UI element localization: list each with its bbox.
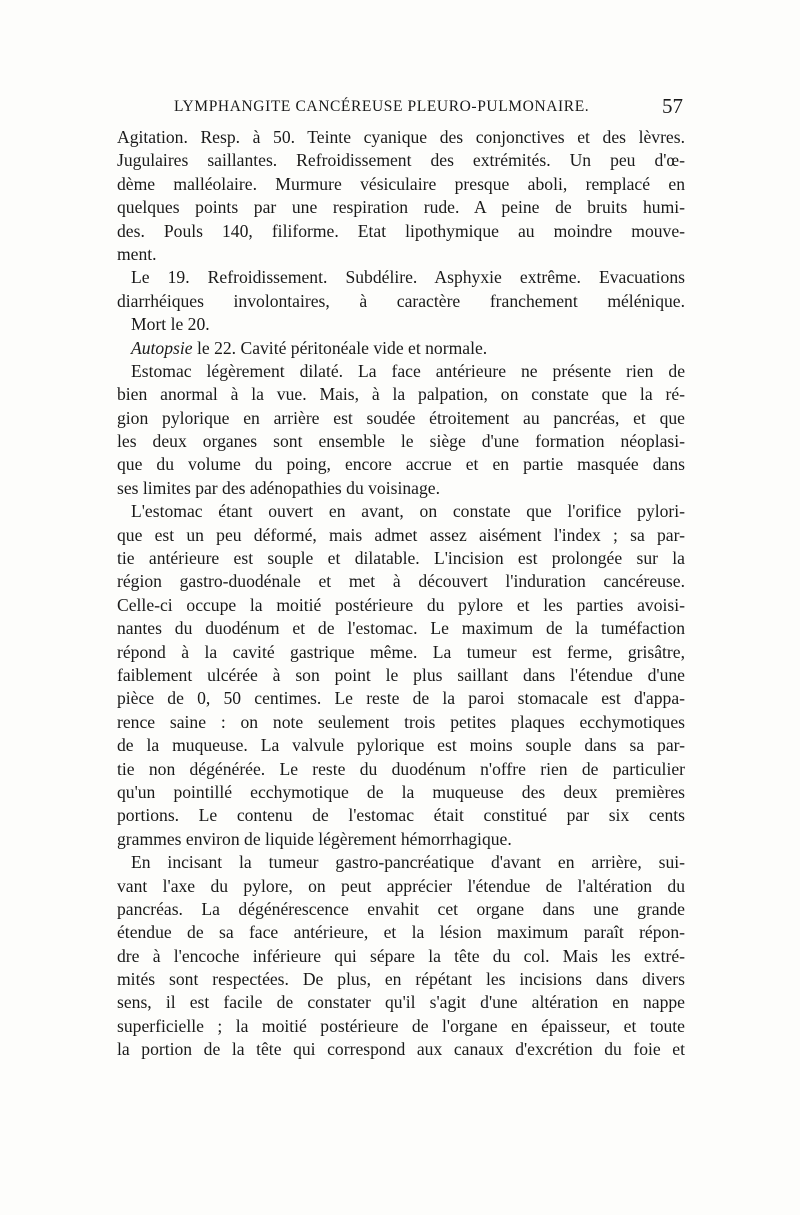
text-line: portions. Le contenu de l'estomac était constitué par six cents <box>117 805 685 826</box>
text-line: région gastro-duodénale et met à découvert l'induration cancéreuse. <box>117 571 685 592</box>
text-line: L'estomac étant ouvert en avant, on constate que l'orifice pylori- <box>131 501 685 522</box>
running-title: LYMPHANGITE CANCÉREUSE PLEURO-PULMONAIRE. <box>174 98 590 115</box>
text-line: Agitation. Resp. à 50. Teinte cyanique des conjonctives et des lèvres. <box>117 127 685 147</box>
text-line: faiblement ulcérée à son point le plus saillant dans l'étendue d'une <box>117 664 685 685</box>
text-line: les deux organes sont ensemble le siège d'une formation néoplasi- <box>117 431 685 452</box>
text-line: rence saine : on note seulement trois petites plaques ecchymotiques <box>117 711 685 732</box>
text-line: tie antérieure est souple et dilatable. L'incision est prolongée sur la <box>117 548 685 569</box>
text-line: nantes du duodénum et de l'estomac. Le maximum de la tuméfaction <box>117 618 685 639</box>
text-line: de la muqueuse. La valvule pylorique est moins souple dans sa par- <box>117 735 685 756</box>
text-line: Estomac légèrement dilaté. La face antérieure ne présente rien de <box>131 360 685 381</box>
text-line: bien anormal à la vue. Mais, à la palpation, on constate que la ré- <box>117 384 685 405</box>
book-page <box>117 96 685 1062</box>
text-line: vant l'axe du pylore, on peut apprécier l'étendue de l'altération du <box>117 875 685 896</box>
text-line: que du volume du poing, encore accrue et en partie masquée dans <box>117 454 685 475</box>
text-line: grammes environ de liquide légèrement hémorrhagique. <box>117 828 512 849</box>
text-line: Le 19. Refroidissement. Subdélire. Asphyxie extrême. Evacuations <box>131 267 685 288</box>
text-line-rest: le 22. Cavité péritonéale vide et normale. <box>192 337 488 358</box>
text-line: gion pylorique en arrière est soudée étroitement au pancréas, et que <box>117 407 685 428</box>
text-line: qu'un pointillé ecchymotique de la muqueuse des deux premières <box>117 781 685 802</box>
text-line: ment. <box>117 243 157 264</box>
text-line: dre à l'encoche inférieure qui sépare la tête du col. Mais les extré- <box>117 945 685 966</box>
body-text <box>117 126 685 1062</box>
text-line: que est un peu déformé, mais admet assez aisément l'index ; sa par- <box>117 524 685 545</box>
running-head <box>117 96 685 122</box>
text-line: quelques points par une respiration rude. A peine de bruits humi- <box>117 197 685 218</box>
text-line: pancréas. La dégénérescence envahit cet organe dans une grande <box>117 898 685 919</box>
text-line: Celle-ci occupe la moitié postérieure du pylore et les parties avoisi- <box>117 594 685 615</box>
text-line: étendue de sa face antérieure, et la lésion maximum paraît répon- <box>117 922 685 943</box>
text-line: mités sont respectées. De plus, en répétant les incisions dans divers <box>117 969 685 990</box>
text-line: la portion de la tête qui correspond aux canaux d'excrétion du foie et <box>117 1039 685 1060</box>
text-line: pièce de 0, 50 centimes. Le reste de la paroi stomacale est d'appa- <box>117 688 685 709</box>
text-line <box>117 337 685 360</box>
text-line: tie non dégénérée. Le reste du duodénum n'offre rien de particulier <box>117 758 685 779</box>
text-line: sens, il est facile de constater qu'il s'agit d'une altération en nappe <box>117 992 685 1013</box>
text-line: dème malléolaire. Murmure vésiculaire presque aboli, remplacé en <box>117 173 685 194</box>
text-line: répond à la cavité gastrique même. La tumeur est ferme, grisâtre, <box>117 641 685 662</box>
text-line: des. Pouls 140, filiforme. Etat lipothymique au moindre mouve- <box>117 220 685 241</box>
text-line: Jugulaires saillantes. Refroidissement des extrémités. Un peu d'œ- <box>117 150 685 171</box>
text-line: En incisant la tumeur gastro-pancréatique d'avant en arrière, sui- <box>131 852 685 873</box>
text-line: superficielle ; la moitié postérieure de l'organe en épaisseur, et toute <box>117 1015 685 1036</box>
text-line: Mort le 20. <box>131 314 210 335</box>
autopsy-heading: Autopsie <box>131 337 193 358</box>
text-line: diarrhéiques involontaires, à caractère franchement mélénique. <box>117 290 685 311</box>
page-number: 57 <box>662 94 683 118</box>
text-line: ses limites par des adénopathies du voisinage. <box>117 477 440 498</box>
